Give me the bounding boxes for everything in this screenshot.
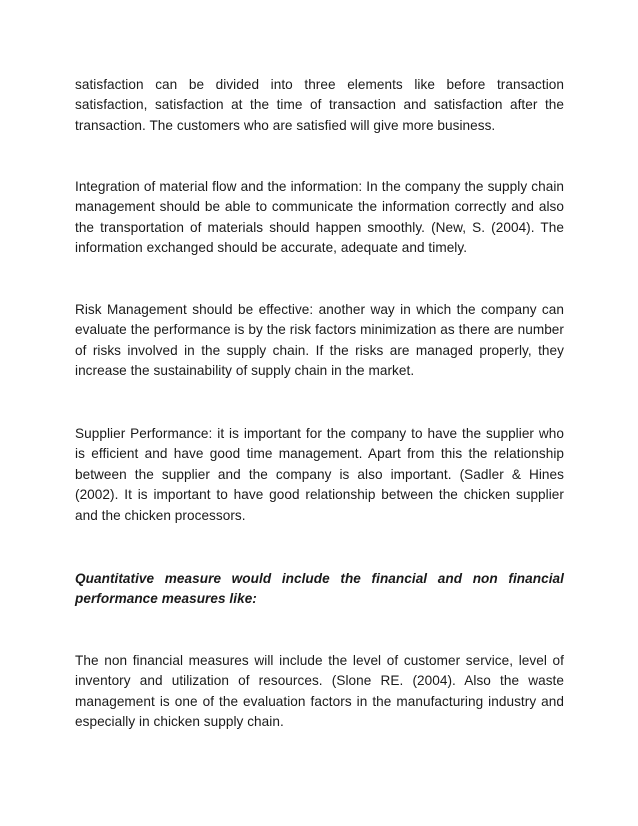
paragraph-supplier-performance: Supplier Performance: it is important for the company to have the supplier who is efficient and have good time management. Apart from this the relationship between the supplier and the company is also important. (Sadler & Hines (2002). It is important to have good relationship between the chicken supplier and the chicken processors. [75, 426, 564, 523]
paragraph-material-information-integration: Integration of material flow and the information: In the company the supply chain management should be able to communicate the information correctly and also the transportation of materials should happen smoothly. (New, S. (2004). The information exchanged should be accurate, adequate and timely. [75, 179, 564, 256]
paragraph-customer-satisfaction: satisfaction can be divided into three elements like before transaction satisfaction, satisfaction at the time of transaction and satisfaction after the transaction. The customers who are satisfied will give more business. [75, 77, 564, 133]
paragraph-risk-management: Risk Management should be effective: another way in which the company can evaluate the performance is by the risk factors minimization as there are number of risks involved in the supply chain. If the risks are managed properly, they increase the sustainability of supply chain in the market. [75, 302, 564, 379]
heading-quantitative-measures: Quantitative measure would include the financial and non financial performance measures like: [75, 571, 564, 607]
paragraph-non-financial-measures: The non financial measures will include the level of customer service, level of inventory and utilization of resources. (Slone RE. (2004). Also the waste management is one of the evaluation factors in the manufacturing industry and especially in chicken supply chain. [75, 653, 564, 730]
